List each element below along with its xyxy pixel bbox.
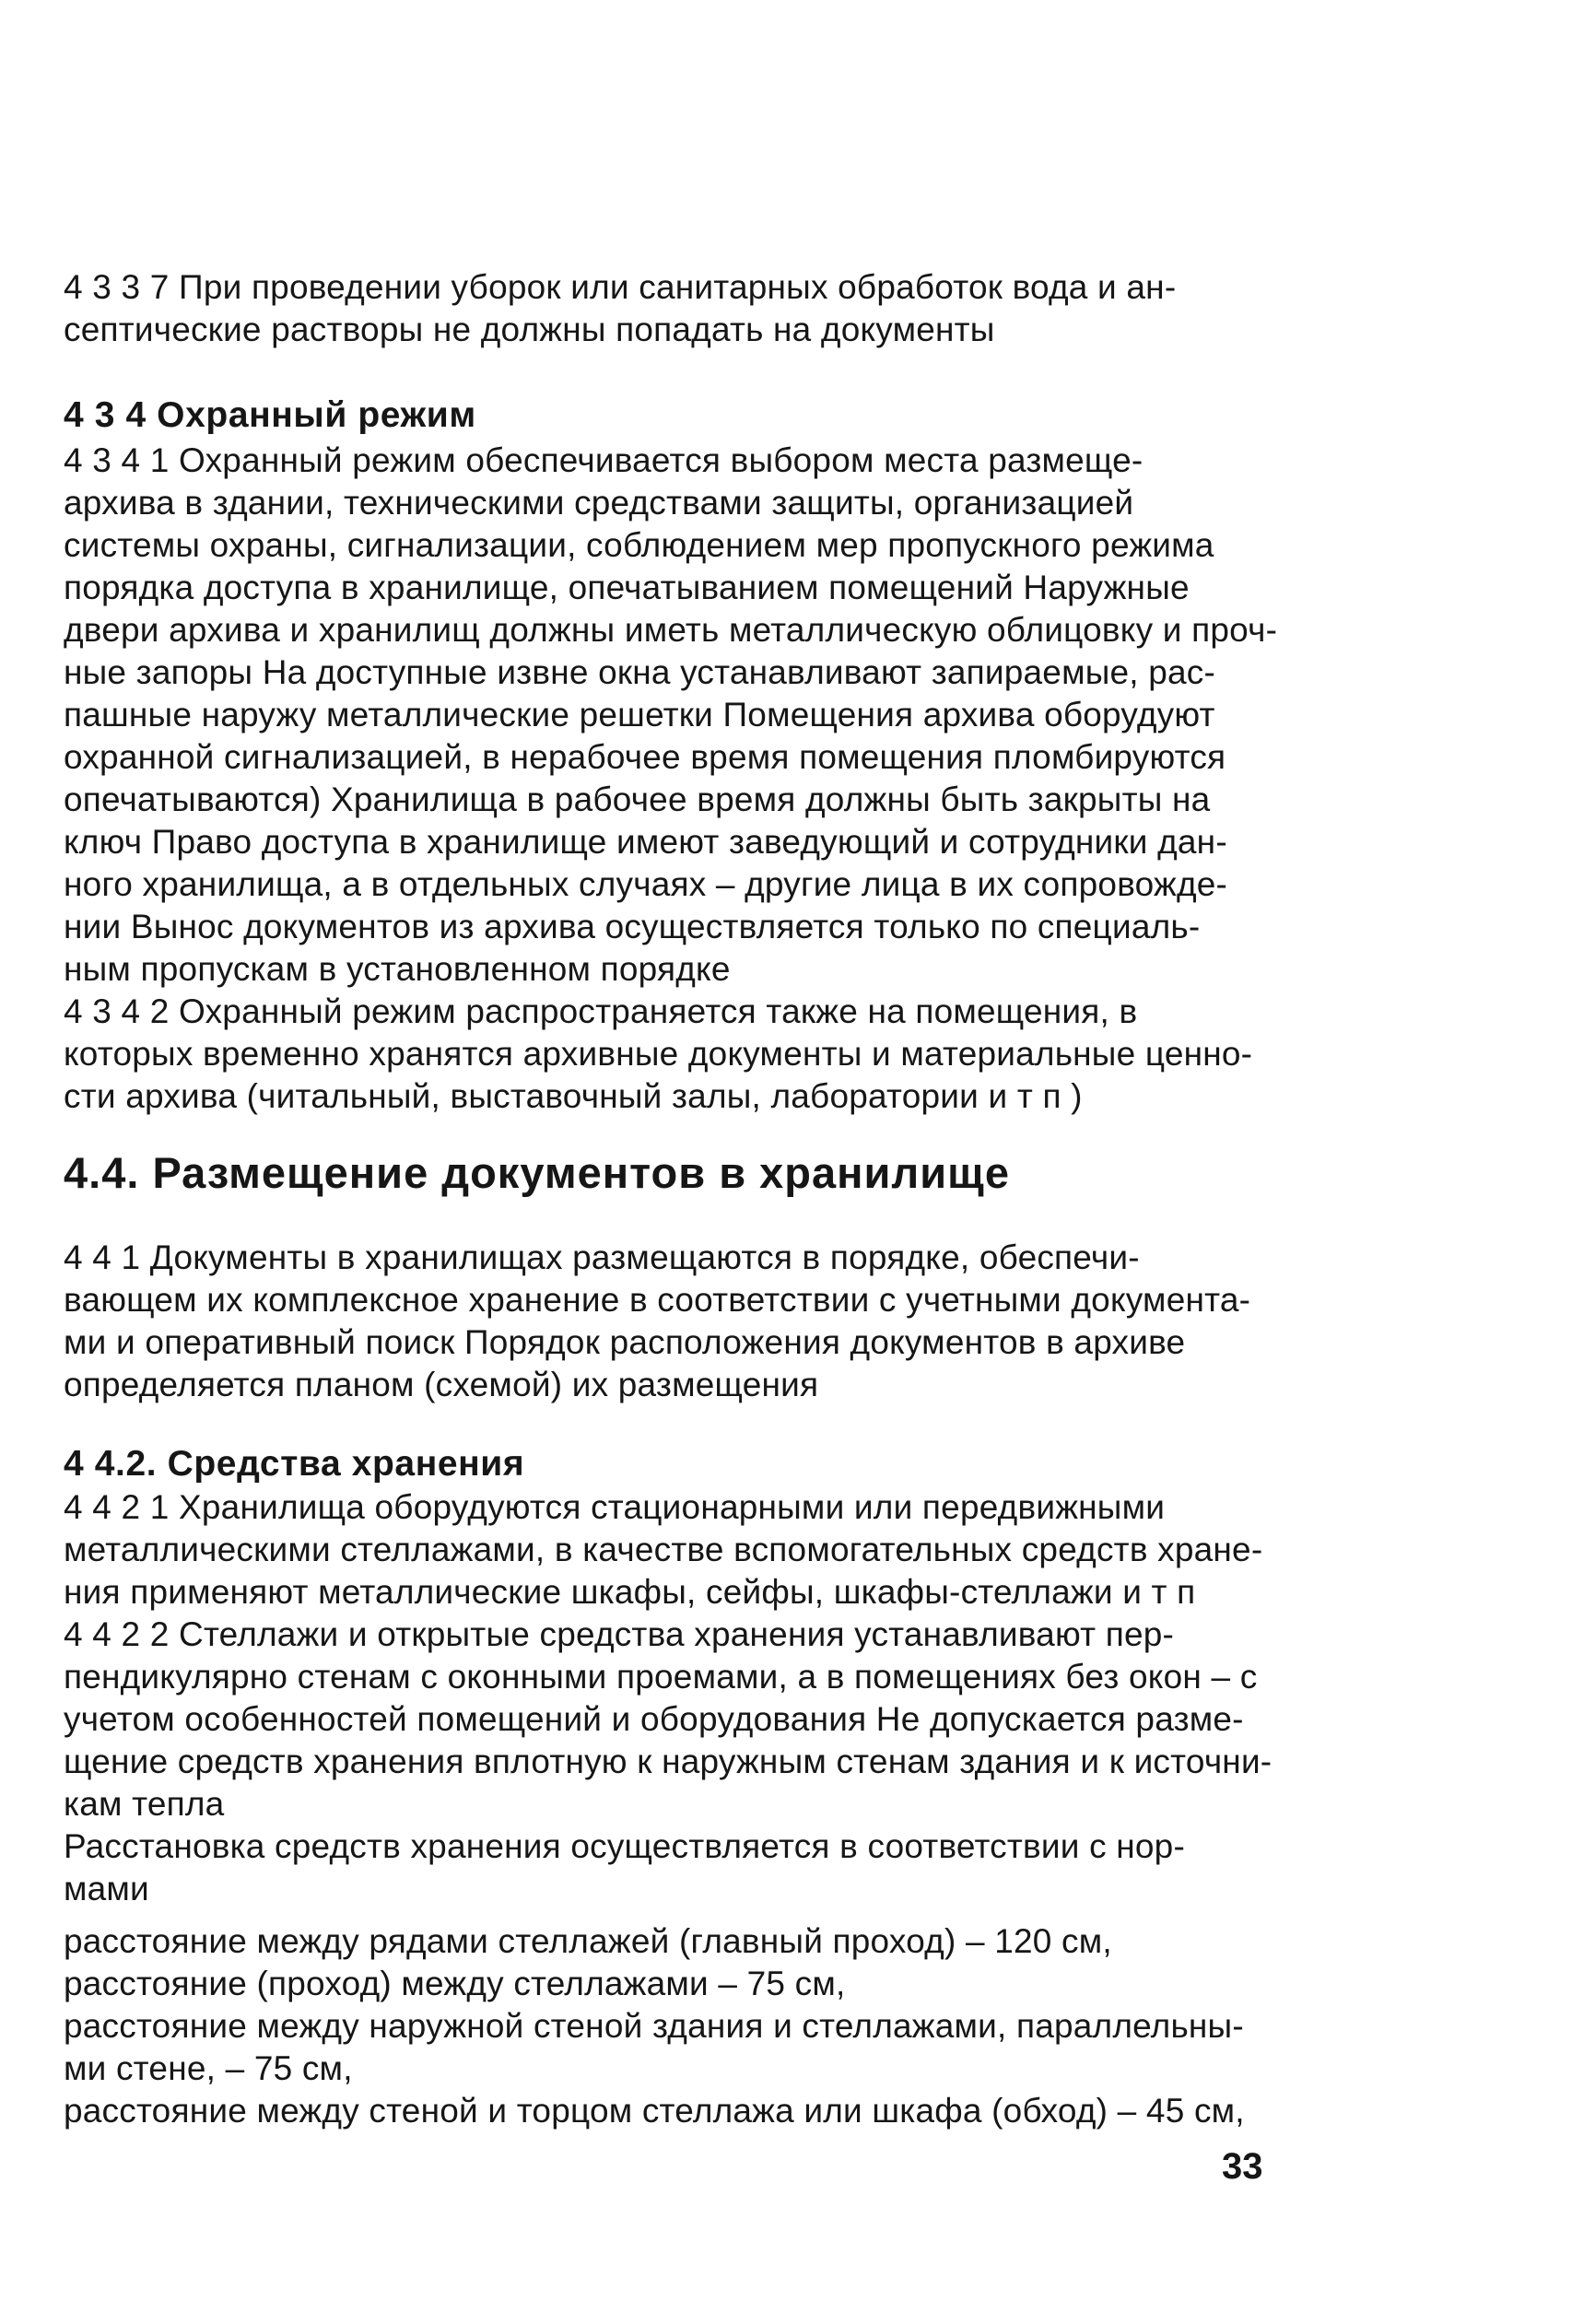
subsection-heading-security: 4 3 4 Охранный режим [64, 395, 476, 435]
text-line: 4 4 2 1 Хранилища оборудуются стационарными или передвижными [64, 1488, 1166, 1526]
text-line: ния применяют металлические шкафы, сейфы, шкафы-стеллажи и т п [64, 1573, 1196, 1611]
text-line: пашные наружу металлические решетки Помещения архива оборудуют [64, 696, 1215, 734]
text-line: 4 3 4 2 Охранный режим распространяется также на помещения, в [64, 992, 1138, 1030]
text-line: 4 3 3 7 При проведении уборок или санитарных обработок вода и ан- [64, 268, 1177, 306]
text-line: ключ Право доступа в хранилище имеют заведующий и сотрудники дан- [64, 823, 1227, 861]
page-number: 33 [1222, 2146, 1263, 2187]
text-line: 4 4 2 2 Стеллажи и открытые средства хранения устанавливают пер- [64, 1615, 1175, 1653]
subsection-heading-storage-means: 4 4.2. Средства хранения [64, 1444, 525, 1484]
text-line: вающем их комплексное хранение в соответствии с учетными документа- [64, 1281, 1251, 1319]
text-line: кам тепла [64, 1785, 225, 1823]
text-line: расстояние между наружной стеной здания и стеллажами, параллельны- [64, 2007, 1244, 2045]
text-line: ным пропускам в установленном порядке [64, 950, 731, 988]
text-line: металлическими стеллажами, в качестве вспомогательных средств хране- [64, 1531, 1263, 1568]
text-line: ного хранилища, а в отдельных случаях – другие лица в их сопровожде- [64, 865, 1228, 903]
section-heading-placement: 4.4. Размещение документов в хранилище [64, 1148, 1010, 1197]
text-line: расстояние (проход) между стеллажами – 75 см, [64, 1965, 846, 2002]
text-line: мами [64, 1870, 149, 1907]
text-line: которых временно хранятся архивные документы и материальные ценно- [64, 1035, 1253, 1073]
text-line: ми стене, – 75 см, [64, 2049, 353, 2087]
text-line: ные запоры На доступные извне окна устанавливают запираемые, рас- [64, 653, 1216, 691]
text-line: сти архива (читальный, выставочный залы, лаборатории и т п ) [64, 1077, 1083, 1115]
text-line: септические растворы не должны попадать на документы [64, 311, 995, 348]
text-line: архива в здании, техническими средствами защиты, организацией [64, 484, 1134, 522]
text-line: определяется планом (схемой) их размещения [64, 1366, 819, 1403]
text-line: 4 3 4 1 Охранный режим обеспечивается выбором места размеще- [64, 441, 1143, 479]
text-line: щение средств хранения вплотную к наружным стенам здания и к источни- [64, 1743, 1272, 1780]
text-line: расстояние между рядами стеллажей (главный проход) – 120 см, [64, 1922, 1112, 1960]
text-line: двери архива и хранилищ должны иметь металлическую облицовку и проч- [64, 611, 1278, 649]
text-line: охранной сигнализацией, в нерабочее время помещения пломбируются [64, 738, 1226, 776]
text-line: системы охраны, сигнализации, соблюдением мер пропускного режима [64, 526, 1214, 564]
text-line: Расстановка средств хранения осуществляется в соответствии с нор- [64, 1827, 1185, 1865]
text-line: ми и оперативный поиск Порядок расположения документов в архиве [64, 1323, 1186, 1361]
text-line: пендикулярно стенам с оконными проемами, а в помещениях без окон – с [64, 1658, 1258, 1696]
text-line: порядка доступа в хранилище, опечатыванием помещений Наружные [64, 569, 1190, 606]
text-line: опечатываются) Хранилища в рабочее время должны быть закрыты на [64, 781, 1211, 818]
text-line: нии Вынос документов из архива осуществляется только по специаль- [64, 908, 1201, 945]
text-line: учетом особенностей помещений и оборудования Не допускается разме- [64, 1700, 1244, 1738]
text-line: расстояние между стеной и торцом стеллажа или шкафа (обход) – 45 см, [64, 2092, 1245, 2130]
text-line: 4 4 1 Документы в хранилищах размещаются в порядке, обеспечи- [64, 1238, 1140, 1276]
